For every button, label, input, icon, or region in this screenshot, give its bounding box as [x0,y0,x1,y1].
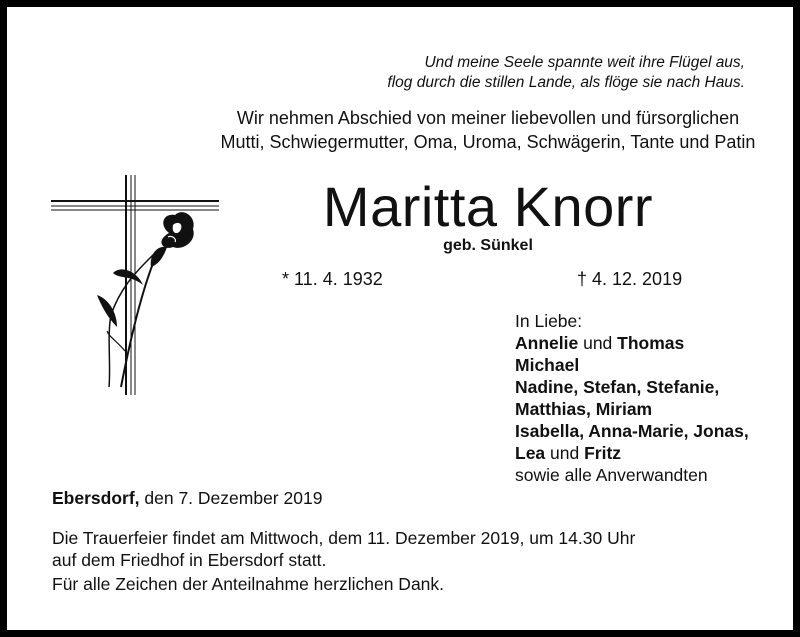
family-line-6: Lea und Fritz [515,443,622,463]
family-line-4: Matthias, Miriam [515,399,653,419]
date: den 7. Dezember 2019 [139,488,323,508]
rose-icon [97,212,194,387]
family-line-2: Michael [515,355,580,375]
thanks-line: Für alle Zeichen der Anteilnahme herzlichen Dank. [52,574,445,594]
deceased-name: Maritta Knorr [322,175,654,238]
family-block [515,310,749,486]
family-heading: In Liebe: [515,311,583,331]
poem-line-2: flog durch die stillen Lande, als flöge sie nach Haus. [387,74,745,91]
death-date: † 4. 12. 2019 [577,269,683,289]
family-line-1: Annelie und Thomas [515,333,685,353]
poem-line-1: Und meine Seele spannte weit ihre Flügel aus, [424,54,745,71]
funeral-notice [52,527,635,571]
family-closing: sowie alle Anverwandten [515,465,708,485]
birth-name: geb. Sünkel [443,237,533,254]
intro-line-1: Wir nehmen Abschied von meiner liebevollen und fürsorglichen [236,108,740,128]
place-date [52,488,322,509]
family-line-3: Nadine, Stefan, Stefanie, [515,377,720,397]
place: Ebersdorf, [52,488,140,508]
cross-rose-illustration [51,155,221,405]
notice-line-2: auf dem Friedhof in Ebersdorf statt. [52,550,327,570]
family-line-5: Isabella, Anna-Marie, Jonas, [515,421,749,441]
birth-date: * 11. 4. 1932 [282,269,383,289]
intro-line-2: Mutti, Schwiegermutter, Oma, Uroma, Schwägerin, Tante und Patin [220,132,756,152]
cross-icon [51,175,219,395]
notice-line-1: Die Trauerfeier findet am Mittwoch, dem 11. Dezember 2019, um 14.30 Uhr [52,528,636,548]
